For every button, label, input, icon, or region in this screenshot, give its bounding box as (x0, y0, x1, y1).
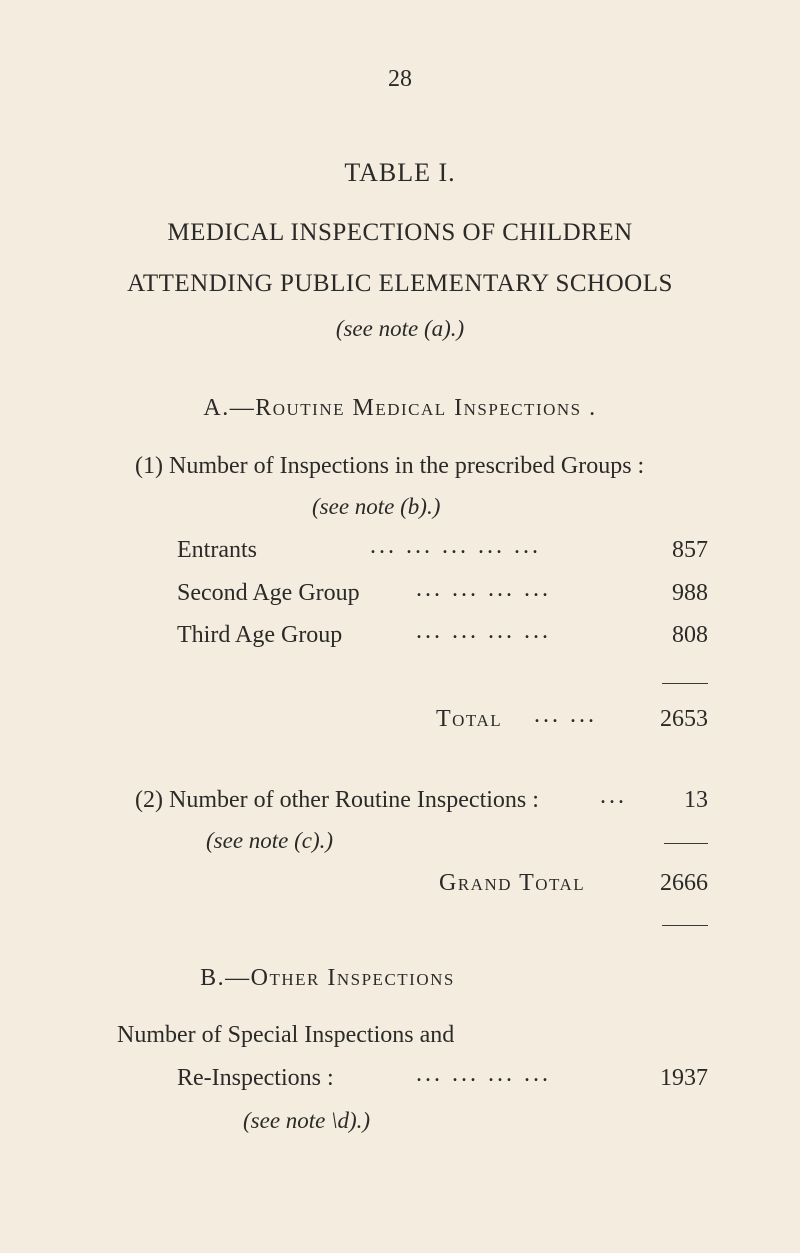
total-value: 2653 (660, 706, 708, 732)
row-entrants-label: Entrants (177, 537, 257, 563)
item2-dots: ... (600, 783, 627, 809)
item2-note: (see note (c).) (206, 828, 334, 853)
heading-line-1: MEDICAL INSPECTIONS OF CHILDREN (167, 219, 633, 246)
page-number: 28 (388, 66, 412, 92)
grand-total-label: Grand Total (439, 870, 586, 896)
row-third-age-label: Third Age Group (177, 622, 343, 648)
row-third-age-value: 808 (672, 622, 708, 648)
section-b-title: B.—Other Inspections (200, 965, 455, 991)
row-entrants-value: 857 (672, 537, 708, 563)
row-third-age-dots: ... ... ... ... (416, 618, 551, 644)
row-second-age-value: 988 (672, 580, 708, 606)
row-second-age-dots: ... ... ... ... (416, 576, 551, 602)
subtotal-rule (662, 683, 708, 684)
heading-line-2: ATTENDING PUBLIC ELEMENTARY SCHOOLS (127, 270, 673, 297)
item1-label: (1) Number of Inspections in the prescribed Groups : (135, 453, 645, 479)
item2-label: (2) Number of other Routine Inspections : (135, 787, 539, 813)
section-b-note: (see note \d).) (243, 1108, 371, 1133)
table-title: TABLE I. (344, 158, 456, 187)
total-label: Total (436, 706, 503, 732)
section-b-line2: Re-Inspections : (177, 1065, 334, 1091)
note-a: (see note (a).) (335, 316, 465, 341)
section-b-dots: ... ... ... ... (416, 1061, 551, 1087)
total-dots: ... ... (534, 702, 597, 728)
grand-total-value: 2666 (660, 870, 708, 896)
row-second-age-label: Second Age Group (177, 580, 360, 606)
section-a-title: A.—Routine Medical Inspections . (203, 395, 597, 421)
grand-total-rule (662, 925, 708, 926)
item2-rule (664, 843, 708, 844)
section-b-value: 1937 (660, 1065, 708, 1091)
row-entrants-dots: ... ... ... ... ... (370, 533, 541, 559)
item2-value: 13 (684, 787, 708, 813)
item1-note: (see note (b).) (312, 494, 441, 519)
section-b-line1: Number of Special Inspections and (117, 1022, 455, 1048)
